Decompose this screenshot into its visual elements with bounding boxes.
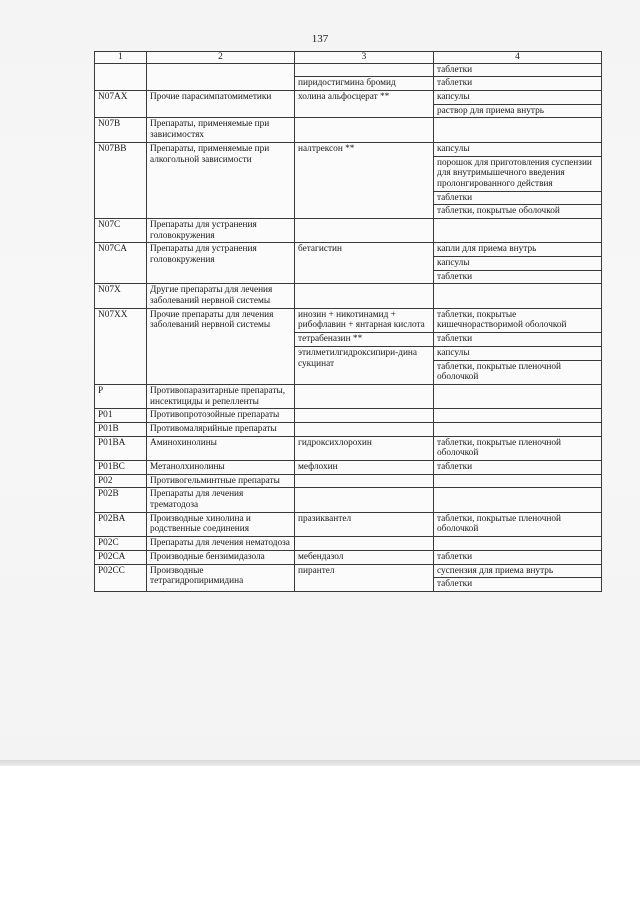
table-row [95,91,602,118]
dosage-form-cell [434,550,602,564]
dosage-form: таблетки [434,577,601,590]
table-row [95,63,602,77]
table-row [95,218,602,242]
atc-code-cell: N07XX [95,308,147,384]
drug-table [94,51,602,592]
atc-code-cell: N07C [95,218,147,242]
group-name-cell: Противомалярийные препараты [147,422,295,436]
table-row [95,564,602,591]
page-number: 137 [311,33,329,45]
drug-name-cell [295,474,434,488]
drug-name-cell: пирантел [295,564,434,591]
dosage-form: таблетки, покрытые пленочной оболочкой [434,360,601,383]
drug-name-cell [295,118,434,142]
table-row [95,537,602,551]
group-name-cell: Препараты для устранения головокружения [147,243,295,284]
dosage-form: таблетки [434,270,601,283]
dosage-form-cell [434,308,602,332]
drug-name-cell: тетрабеназин ** [295,333,434,347]
dosage-form-cell [434,346,602,384]
drug-name-cell: празиквантел [295,512,434,536]
drug-name-cell [295,63,434,77]
dosage-form: капсулы [434,256,601,269]
table-row [95,550,602,564]
column-header-4: 4 [434,52,602,64]
dosage-form-cell [434,384,602,408]
group-name-cell: Производные тетрагидропиримидина [147,564,295,591]
dosage-form: таблетки, покрытые пленочной оболочкой [437,437,561,459]
dosage-form-cell [434,243,602,284]
dosage-form-cell [434,488,602,512]
drug-name-cell [295,284,434,308]
group-name-cell [147,63,295,90]
dosage-form: таблетки [437,551,473,562]
drug-name-cell: мефлохин [295,461,434,475]
dosage-form: таблетки, покрытые кишечнорастворимой оболочкой [437,309,567,331]
group-name-cell: Препараты для лечения трематодоза [147,488,295,512]
dosage-form: суспензия для приема внутрь [437,565,554,576]
group-name-cell: Производные хинолина и родственные соединения [147,512,295,536]
group-name-cell: Прочие парасимпатомиметики [147,91,295,118]
atc-code-cell: P02B [95,488,147,512]
table-row [95,436,602,460]
dosage-form-cell [434,284,602,308]
dosage-form: таблетки [437,462,473,472]
column-header-3: 3 [295,52,434,64]
dosage-form-cell [434,564,602,591]
group-name-cell: Препараты, применяемые при алкогольной зависимости [147,142,295,218]
dosage-form-cell [434,461,602,475]
group-name-cell: Противопаразитарные препараты, инсектициды и репелленты [147,384,295,408]
group-name-cell: Прочие препараты для лечения заболеваний нервной системы [147,308,295,384]
header-row [95,52,602,64]
atc-code-cell [95,63,147,90]
drug-name-cell: инозин + никотинамид + рибофлавин + янтарная кислота [295,308,434,332]
atc-code-cell: P01BC [95,461,147,475]
group-name-cell: Препараты, применяемые при зависимостях [147,118,295,142]
table-row [95,409,602,423]
dosage-form-cell [434,333,602,347]
dosage-form: таблетки [437,78,473,89]
table-row [95,384,602,408]
atc-code-cell: P01B [95,422,147,436]
drug-name-cell [295,409,434,423]
dosage-form: таблетки, покрытые оболочкой [434,204,601,217]
scan-edge [0,760,640,766]
table-row [95,422,602,436]
table-row [95,284,602,308]
drug-name-cell [295,537,434,551]
table-row [95,488,602,512]
group-name-cell: Производные бензимидазола [147,550,295,564]
dosage-form-cell [434,409,602,423]
dosage-form: таблетки [437,334,473,345]
group-name-cell: Препараты для устранения головокружения [147,218,295,242]
dosage-form: таблетки, покрытые пленочной оболочкой [437,513,561,535]
column-header-1: 1 [95,52,147,64]
dosage-form: капсулы [437,347,470,358]
dosage-form-cell [434,91,602,118]
group-name-cell: Метанолхинолины [147,461,295,475]
drug-name-cell [295,488,434,512]
dosage-form: капсулы [437,92,470,103]
column-header-2: 2 [147,52,295,64]
atc-code-cell: P01BA [95,436,147,460]
atc-code-cell: P02C [95,537,147,551]
table-row [95,142,602,218]
dosage-form-cell [434,77,602,91]
atc-code-cell: N07AX [95,91,147,118]
group-name-cell: Препараты для лечения нематодоза [147,537,295,551]
drug-name-cell: бетагистин [295,243,434,284]
drug-name-cell: этилметилгидроксипири-дина сукцинат [295,346,434,384]
dosage-form-cell [434,436,602,460]
dosage-form-cell [434,63,602,77]
group-name-cell: Противогельминтные препараты [147,474,295,488]
table-row [95,474,602,488]
drug-name-cell: пиридостигмина бромид [295,77,434,91]
atc-code-cell: P02CA [95,550,147,564]
table-row [95,243,602,284]
dosage-form-cell [434,422,602,436]
table-row [95,118,602,142]
drug-name-cell [295,218,434,242]
dosage-form-cell [434,218,602,242]
atc-code-cell: N07CA [95,243,147,284]
table-row [95,308,602,332]
dosage-form: таблетки [437,64,473,75]
drug-name-cell [295,384,434,408]
drug-name-cell [295,422,434,436]
dosage-form-cell [434,512,602,536]
table-row [95,461,602,475]
dosage-form-cell [434,474,602,488]
dosage-form: капли для приема внутрь [437,244,537,255]
drug-name-cell: налтрексон ** [295,142,434,218]
atc-code-cell: P02CC [95,564,147,591]
group-name-cell: Аминохинолины [147,436,295,460]
dosage-form-cell [434,142,602,218]
group-name-cell: Другие препараты для лечения заболеваний нервной системы [147,284,295,308]
atc-code-cell: N07BB [95,142,147,218]
drug-name-cell: мебендазол [295,550,434,564]
table-row [95,512,602,536]
drug-name-cell: гидроксихлорохин [295,436,434,460]
drug-name-cell: холина альфосцерат ** [295,91,434,118]
atc-code-cell: N07B [95,118,147,142]
atc-code-cell: P02BA [95,512,147,536]
dosage-form-cell [434,537,602,551]
atc-code-cell: P [95,384,147,408]
atc-code-cell: N07X [95,284,147,308]
dosage-form: раствор для приема внутрь [434,104,601,117]
dosage-form: таблетки [434,191,601,204]
atc-code-cell: P01 [95,409,147,423]
dosage-form: капсулы [437,143,470,154]
dosage-form-cell [434,118,602,142]
atc-code-cell: P02 [95,474,147,488]
dosage-form: порошок для приготовления суспензии для внутримышечного введения пролонгированного действия [434,156,601,190]
table-body [95,63,602,591]
group-name-cell: Противопротозойные препараты [147,409,295,423]
